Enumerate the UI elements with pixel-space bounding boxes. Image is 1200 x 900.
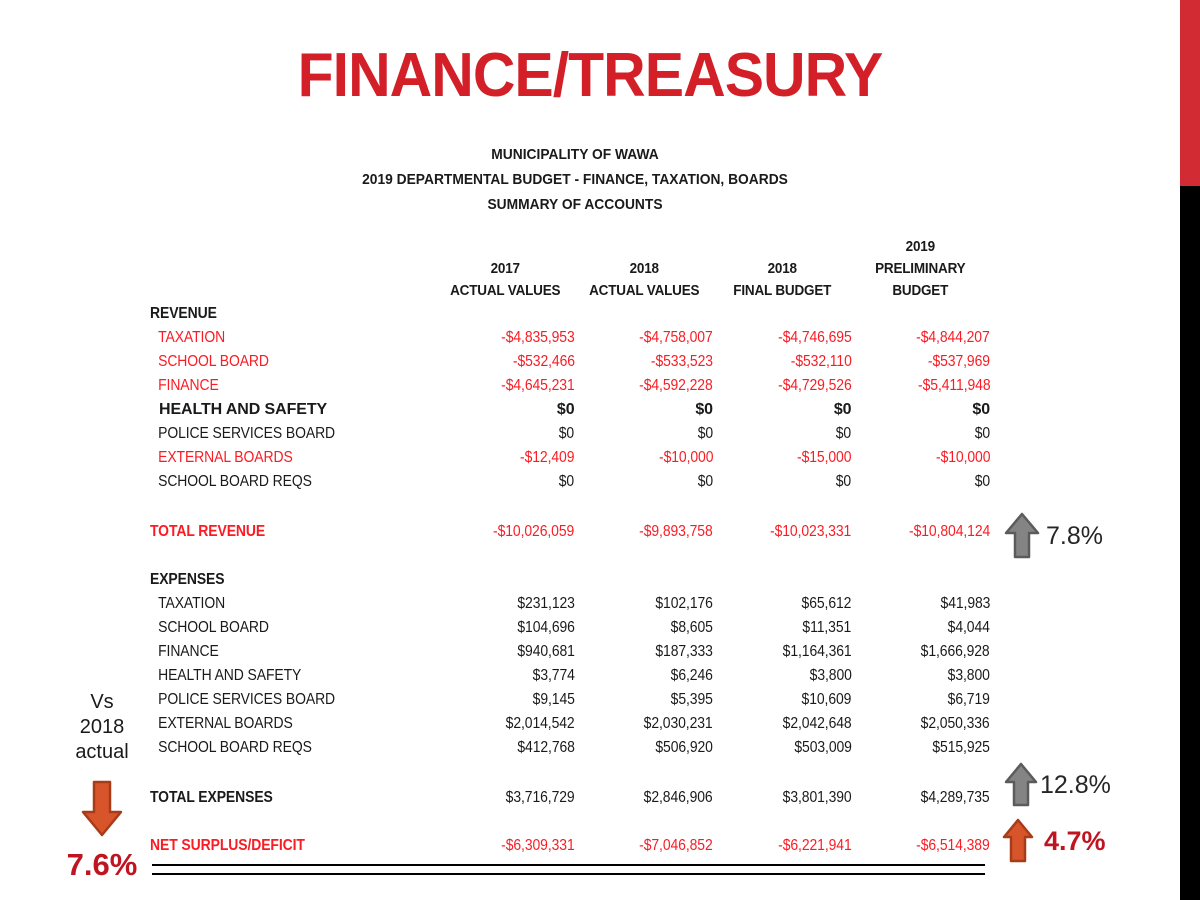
annotation-percent: 7.8%: [1046, 521, 1103, 550]
cell-value: $6,246: [670, 667, 713, 684]
cell-value: $0: [974, 425, 990, 442]
annotation-net-surplus-deficit-change: [1002, 818, 1106, 864]
table-row: [150, 350, 990, 374]
annotation-percent: 7.6%: [66, 847, 138, 882]
row-label: SCHOOL BOARD REQS: [158, 473, 312, 490]
column-header-2019-preliminary-budget: [851, 236, 990, 302]
row-label: TAXATION: [158, 329, 226, 346]
cell-value: $41,983: [940, 595, 990, 612]
cell-value: $3,716,729: [505, 789, 575, 806]
report-header-line-3: SUMMARY OF ACCOUNTS: [487, 196, 663, 213]
cell-value: -$10,804,124: [908, 523, 990, 540]
table-row: [150, 736, 990, 760]
annotation-percent: 4.7%: [1044, 825, 1106, 856]
col-2017-actual-top: 2017: [490, 261, 520, 277]
col-2018-final-top: 2018: [767, 261, 797, 277]
cell-value: -$10,026,059: [493, 523, 575, 540]
row-label: SCHOOL BOARD REQS: [158, 739, 312, 756]
cell-value: $187,333: [655, 643, 713, 660]
annotation-caption-line-2: 2018: [79, 716, 125, 738]
table-row-total-expenses: [150, 784, 990, 810]
cell-value: $0: [559, 425, 575, 442]
cell-value: -$10,000: [935, 449, 990, 466]
decorative-black-edge-bar: [1180, 186, 1200, 900]
col-2018-final-bottom: FINAL BUDGET: [733, 283, 832, 299]
cell-value: $1,666,928: [921, 643, 990, 660]
row-label-header: [150, 236, 436, 302]
arrow-down-wrapper: [42, 779, 162, 837]
table-row: [150, 470, 990, 494]
row-label: TOTAL REVENUE: [150, 523, 266, 540]
row-label: POLICE SERVICES BOARD: [158, 691, 336, 708]
cell-value: -$4,592,228: [639, 377, 713, 394]
cell-value: $3,801,390: [782, 789, 852, 806]
row-label: POLICE SERVICES BOARD: [158, 425, 336, 442]
row-label: FINANCE: [158, 377, 219, 394]
arrow-up-icon: [1004, 512, 1040, 560]
row-label: HEALTH AND SAFETY: [158, 667, 302, 684]
cell-value: -$532,110: [790, 353, 852, 370]
cell-value: $0: [697, 425, 713, 442]
cell-value: $940,681: [517, 643, 575, 660]
cell-value: $0: [836, 425, 852, 442]
cell-value: $5,395: [670, 691, 713, 708]
cell-value: $9,145: [532, 691, 575, 708]
row-spacer: [150, 810, 990, 832]
cell-value: $0: [697, 473, 713, 490]
row-label: NET SURPLUS/DEFICIT: [150, 837, 305, 854]
table-row: [150, 398, 990, 422]
cell-value: $102,176: [655, 595, 713, 612]
col-2019-prelim-top: 2019: [906, 239, 936, 255]
col-2019-prelim-bottom: BUDGET: [892, 283, 949, 299]
report-header-line-2: 2019 DEPARTMENTAL BUDGET - FINANCE, TAXATION, BOARDS: [362, 171, 788, 188]
table-row: [150, 592, 990, 616]
cell-value: $10,609: [801, 691, 852, 708]
cell-value: $0: [836, 473, 852, 490]
cell-value: $1,164,361: [782, 643, 852, 660]
table-row: [150, 640, 990, 664]
row-spacer: [150, 760, 990, 784]
cell-value: -$12,409: [520, 449, 575, 466]
table-row: [150, 374, 990, 398]
col-2017-actual-bottom: ACTUAL VALUES: [450, 283, 561, 299]
section-label-revenue: REVENUE: [150, 305, 217, 322]
table-header-row: [150, 236, 990, 302]
cell-value: -$532,466: [512, 353, 575, 370]
annotation-percent: 12.8%: [1040, 770, 1111, 799]
cell-value: $8,605: [670, 619, 713, 636]
cell-value: $503,009: [793, 739, 852, 756]
cell-value: -$4,645,231: [501, 377, 575, 394]
annotation-total-expenses-change: [1004, 762, 1111, 808]
cell-value: $104,696: [517, 619, 575, 636]
cell-value: $2,050,336: [921, 715, 990, 732]
table-row: [150, 422, 990, 446]
cell-value: $3,800: [809, 667, 852, 684]
row-label: EXTERNAL BOARDS: [158, 449, 293, 466]
cell-value: -$4,835,953: [501, 329, 575, 346]
arrow-up-icon: [1004, 762, 1038, 808]
cell-value: $0: [556, 401, 575, 418]
row-spacer: [150, 494, 990, 518]
row-label: HEALTH AND SAFETY: [159, 401, 328, 418]
cell-value: -$9,893,758: [639, 523, 713, 540]
table-row: [150, 664, 990, 688]
cell-value: -$10,023,331: [770, 523, 852, 540]
table-row: [150, 616, 990, 640]
report-header: [184, 142, 966, 217]
cell-value: -$533,523: [650, 353, 713, 370]
cell-value: $0: [972, 401, 990, 418]
section-header-expenses: [150, 568, 990, 592]
report-header-line-1: MUNICIPALITY OF WAWA: [491, 146, 659, 163]
annotation-caption-line-1: Vs: [90, 691, 114, 713]
cell-value: $3,774: [532, 667, 575, 684]
cell-value: -$6,309,331: [501, 837, 575, 854]
table-row-net-surplus-deficit: [150, 832, 990, 858]
cell-value: -$6,514,389: [916, 837, 990, 854]
decorative-red-edge-bar: [1180, 0, 1200, 186]
row-label: TAXATION: [158, 595, 226, 612]
table-row-total-revenue: [150, 518, 990, 544]
cell-value: -$4,758,007: [639, 329, 713, 346]
table-row: [150, 326, 990, 350]
column-header-2017-actual: [436, 236, 574, 302]
arrow-down-icon: [80, 779, 124, 837]
section-header-revenue: [150, 302, 990, 326]
column-header-2018-final-budget: [713, 236, 851, 302]
table-bottom-double-rule: [152, 864, 985, 875]
cell-value: -$7,046,852: [639, 837, 713, 854]
table-row: [150, 688, 990, 712]
cell-value: $0: [974, 473, 990, 490]
cell-value: -$4,729,526: [777, 377, 852, 394]
cell-value: $0: [695, 401, 713, 418]
cell-value: -$537,969: [927, 353, 990, 370]
table-row: [150, 446, 990, 470]
cell-value: $2,846,906: [644, 789, 713, 806]
row-spacer: [150, 544, 990, 568]
cell-value: $2,030,231: [644, 715, 713, 732]
cell-value: $0: [833, 401, 852, 418]
cell-value: -$15,000: [797, 449, 852, 466]
cell-value: $65,612: [801, 595, 852, 612]
cell-value: $515,925: [932, 739, 990, 756]
column-header-2018-actual: [575, 236, 713, 302]
col-2018-actual-top: 2018: [629, 261, 659, 277]
cell-value: $3,800: [947, 667, 990, 684]
cell-value: $231,123: [517, 595, 575, 612]
cell-value: -$5,411,948: [917, 377, 990, 394]
cell-value: -$4,746,695: [777, 329, 852, 346]
cell-value: $412,768: [517, 739, 575, 756]
arrow-up-icon: [1002, 818, 1034, 864]
cell-value: $506,920: [655, 739, 713, 756]
row-label: SCHOOL BOARD: [158, 619, 269, 636]
cell-value: $6,719: [947, 691, 990, 708]
row-label: SCHOOL BOARD: [158, 353, 269, 370]
row-label: FINANCE: [158, 643, 219, 660]
cell-value: $11,351: [802, 619, 852, 636]
row-label: EXTERNAL BOARDS: [158, 715, 293, 732]
budget-summary-table: [150, 236, 990, 858]
annotation-vs-2018-actual: [42, 690, 162, 883]
page-title: FINANCE/TREASURY: [297, 41, 883, 110]
table-row: [150, 712, 990, 736]
cell-value: -$6,221,941: [777, 837, 852, 854]
cell-value: $2,042,648: [782, 715, 852, 732]
annotation-caption-line-3: actual: [75, 741, 129, 763]
col-2018-actual-bottom: ACTUAL VALUES: [588, 283, 699, 299]
row-label: TOTAL EXPENSES: [150, 789, 273, 806]
cell-value: $4,044: [947, 619, 990, 636]
cell-value: $4,289,735: [921, 789, 990, 806]
cell-value: -$10,000: [658, 449, 713, 466]
section-label-expenses: EXPENSES: [150, 571, 225, 588]
cell-value: -$4,844,207: [916, 329, 990, 346]
cell-value: $2,014,542: [505, 715, 575, 732]
col-2019-prelim-mid: PRELIMINARY: [875, 261, 966, 277]
annotation-total-revenue-change: [1004, 512, 1103, 560]
cell-value: $0: [559, 473, 575, 490]
